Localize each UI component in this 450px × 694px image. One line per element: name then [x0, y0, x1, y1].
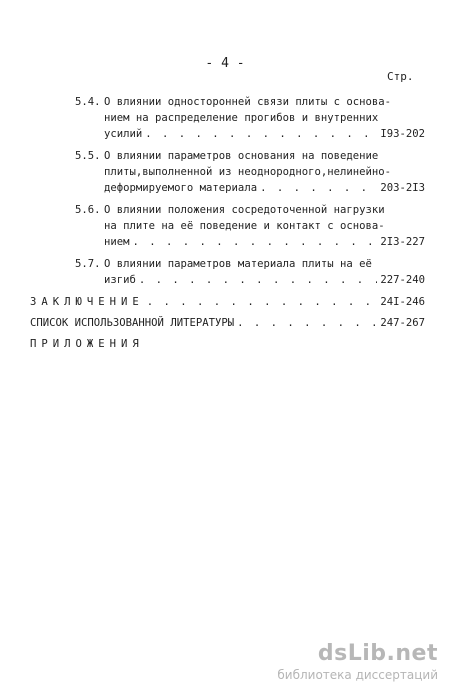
entry-line: деформируемого материала [104, 182, 258, 194]
toc-entry-5-4 [30, 94, 425, 142]
toc-entry-conclusion [30, 294, 425, 310]
dot-leader [147, 294, 378, 310]
page-range: I93-202 [380, 128, 425, 140]
dot-leader [237, 315, 377, 331]
section-number: 5.4. [75, 96, 101, 108]
section-number: 5.6. [75, 204, 101, 216]
entry-line: О влиянии односторонней связи плиты с основа- [104, 96, 392, 108]
toc-entry-5-5 [30, 148, 425, 196]
appendix-title: ПРИЛОЖЕНИЯ [30, 338, 144, 350]
section-number: 5.5. [75, 150, 101, 162]
page-range: 227-240 [380, 274, 425, 286]
toc-entry-references [30, 315, 425, 331]
entry-line: О влиянии параметров основания на поведение [104, 150, 379, 162]
references-title: СПИСОК ИСПОЛЬЗОВАННОЙ ЛИТЕРАТУРЫ [30, 317, 235, 329]
watermark [277, 643, 438, 682]
toc-entry-appendix [30, 336, 425, 352]
page-range: 2I3-227 [380, 236, 425, 248]
dot-leader [133, 234, 378, 250]
dot-leader [260, 180, 377, 196]
page-range: 247-267 [380, 317, 425, 329]
entry-line: на плите на её поведение и контакт с основа- [104, 220, 385, 232]
toc-entry-5-6 [30, 202, 425, 250]
entry-line: нием [104, 236, 130, 248]
page-number: - 4 - [205, 56, 245, 71]
section-number: 5.7. [75, 258, 101, 270]
page-column-label: Стр. [387, 70, 414, 83]
conclusion-title: ЗАКЛЮЧЕНИЕ [30, 296, 144, 308]
page-range: 24I-246 [380, 296, 425, 308]
page-range: 203-2I3 [380, 182, 425, 194]
table-of-contents [30, 94, 425, 357]
dot-leader [145, 126, 377, 142]
entry-line: нием на распределение прогибов и внутренних [104, 112, 379, 124]
entry-line: изгиб [104, 274, 136, 286]
entry-line: плиты,выполненной из неоднородного,нелинейно- [104, 166, 392, 178]
entry-line: О влиянии положения сосредоточенной нагрузки [104, 204, 385, 216]
entry-line: О влиянии параметров материала плиты на её [104, 258, 372, 270]
dot-leader [139, 272, 377, 288]
entry-line: усилий [104, 128, 143, 140]
dslib-logo [277, 643, 438, 665]
toc-entry-5-7 [30, 256, 425, 288]
logo-text: dsLib.net [317, 641, 438, 666]
watermark-tagline: библиотека диссертаций [277, 668, 438, 682]
